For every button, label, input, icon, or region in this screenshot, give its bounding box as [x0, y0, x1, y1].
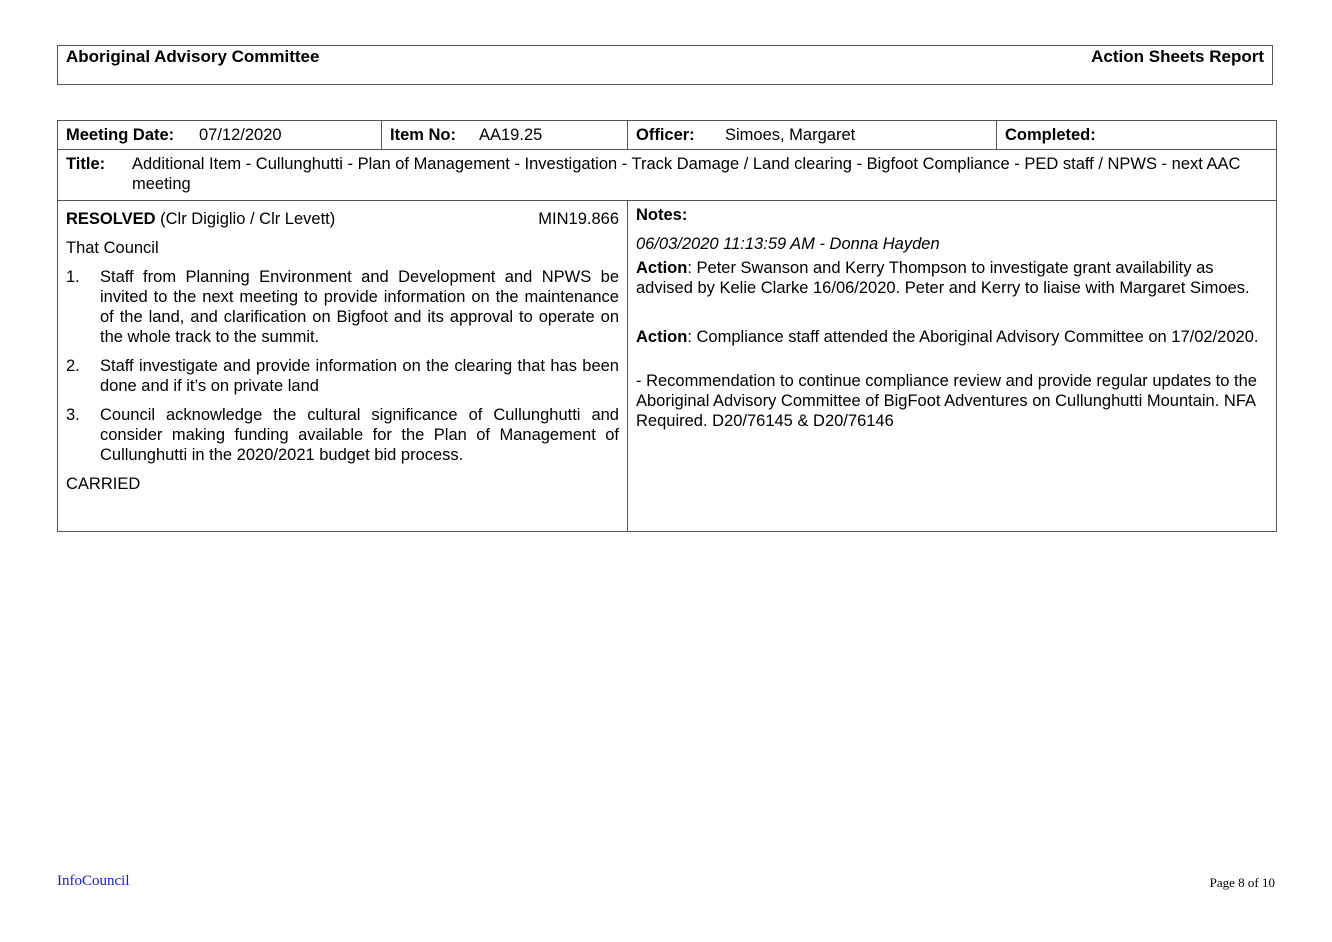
- item-no-value: AA19.25: [479, 126, 543, 144]
- resolution-item: [66, 267, 619, 347]
- meeting-date-cell: [58, 121, 382, 150]
- resolution-outcome: CARRIED: [66, 475, 141, 493]
- report-name: Action Sheets Report: [1091, 47, 1264, 66]
- note-timestamp: 06/03/2020 11:13:59 AM - Donna Hayden: [636, 235, 940, 253]
- action-sheet-table: [57, 120, 1277, 532]
- completed-label: Completed:: [1005, 126, 1096, 144]
- resolution-item-number: 2.: [66, 357, 80, 375]
- title-text: Additional Item - Cullunghutti - Plan of Management - Investigation - Track Damage / Land clearing - Bigfoot Compliance - PED staff / NPWS - next AAC meeting: [132, 155, 1241, 193]
- title-label: Title:: [66, 155, 106, 173]
- officer-label: Officer:: [636, 126, 695, 144]
- resolution-item-number: 3.: [66, 406, 80, 424]
- meta-row: [58, 121, 1277, 150]
- officer-cell: [628, 121, 997, 150]
- note-action-2: [636, 327, 1268, 347]
- action-label: Action: [636, 328, 688, 346]
- page-number: Page 8 of 10: [1209, 875, 1275, 890]
- completed-cell: [997, 121, 1277, 150]
- note-action-1: [636, 258, 1268, 298]
- meeting-date-label: Meeting Date:: [66, 126, 175, 144]
- resolution-item-number: 1.: [66, 268, 80, 286]
- item-no-cell: [382, 121, 628, 150]
- resolution-intro: That Council: [66, 239, 159, 257]
- resolved-label: RESOLVED: [66, 210, 156, 228]
- committee-name: Aboriginal Advisory Committee: [66, 47, 320, 66]
- action-text: : Compliance staff attended the Aboriginal Advisory Committee on 17/02/2020.: [687, 328, 1259, 346]
- notes-heading: Notes:: [636, 206, 688, 224]
- resolution-item-text: Staff investigate and provide information on the clearing that has been done and if it’s on private land: [100, 357, 619, 395]
- resolution-item: [66, 405, 619, 465]
- resolution-header: [66, 209, 619, 229]
- resolution-item-text: Council acknowledge the cultural significance of Cullunghutti and consider making funding available for the Plan of Management of Cullunghutti in the 2020/2021 budget bid process.: [100, 406, 619, 464]
- resolution-movers: (Clr Digiglio / Clr Levett): [155, 210, 336, 228]
- resolution-item-text: Staff from Planning Environment and Development and NPWS be invited to the next meeting to provide information on the maintenance of the land, and clarification on Bigfoot and its approval to operate on the whole track to the summit.: [100, 268, 619, 346]
- note-recommendation: - Recommendation to continue compliance review and provide regular updates to the Aboriginal Advisory Committee of BigFoot Adventures on Cullunghutti Mountain. NFA Required. D20/76145 & D20/76146: [636, 372, 1257, 430]
- meeting-date-value: 07/12/2020: [199, 126, 282, 144]
- resolution-cell: [58, 201, 628, 532]
- officer-value: Simoes, Margaret: [725, 126, 856, 144]
- title-cell: [58, 150, 1277, 201]
- resolution-item: [66, 356, 619, 396]
- minute-number: MIN19.866: [538, 210, 619, 228]
- report-header: [57, 45, 1273, 85]
- infocouncil-logo: InfoCouncil: [57, 873, 130, 889]
- action-text: : Peter Swanson and Kerry Thompson to investigate grant availability as advised by Kelie Clarke 16/06/2020. Peter and Kerry to liaise with Margaret Simoes.: [636, 259, 1250, 297]
- title-row: [58, 150, 1277, 201]
- item-no-label: Item No:: [390, 126, 456, 144]
- notes-cell: [628, 201, 1277, 532]
- action-label: Action: [636, 259, 688, 277]
- body-row: [58, 201, 1277, 532]
